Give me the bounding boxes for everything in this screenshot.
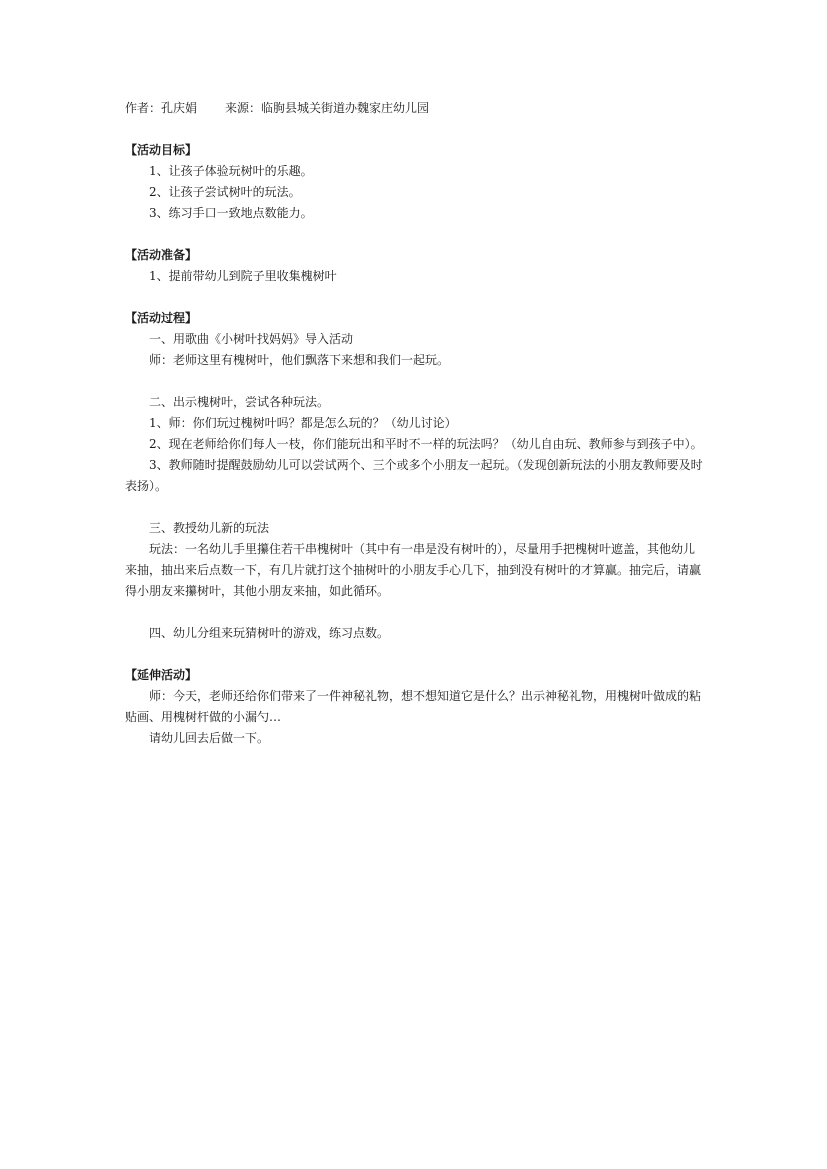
byline bbox=[125, 98, 705, 119]
section-heading-preparation: 【活动准备】 bbox=[125, 248, 198, 262]
process-part2-item: 2、现在老师给你们每人一枝，你们能玩出和平时不一样的玩法吗？（幼儿自由玩、教师参与到孩子中）。 bbox=[149, 437, 703, 451]
author: 作者：孔庆娟 bbox=[125, 101, 198, 115]
extension-closing: 请幼儿回去后做一下。 bbox=[149, 731, 270, 745]
document-body bbox=[125, 98, 705, 749]
preparation-item: 1、提前带幼儿到院子里收集槐树叶 bbox=[149, 269, 337, 283]
source: 来源：临朐县城关街道办魏家庄幼儿园 bbox=[225, 101, 430, 115]
process-part2-item: 1、师：你们玩过槐树叶吗？都是怎么玩的？（幼儿讨论） bbox=[149, 416, 457, 430]
extension-text: 师：今天，老师还给你们带来了一件神秘礼物，想不想知道它是什么？出示神秘礼物，用槐树叶做成的粘贴画、用槐树杆做的小漏勺… bbox=[125, 689, 702, 724]
process-part3-text: 玩法：一名幼儿手里攥住若干串槐树叶（其中有一串是没有树叶的），尽量用手把槐树叶遮盖，其他幼儿来抽，抽出来后点数一下，有几片就打这个抽树叶的小朋友手心几下，抽到没有树叶的才算赢。抽完后，请赢得小朋友来攥树叶，其他小朋友来抽，如此循环。 bbox=[125, 542, 702, 598]
goal-item: 3、练习手口一致地点数能力。 bbox=[149, 206, 313, 220]
section-heading-process: 【活动过程】 bbox=[125, 311, 198, 325]
section-heading-extension: 【延伸活动】 bbox=[125, 668, 198, 682]
process-part4-title: 四、幼儿分组来玩猜树叶的游戏，练习点数。 bbox=[149, 626, 390, 640]
goal-item: 2、让孩子尝试树叶的玩法。 bbox=[149, 185, 301, 199]
process-part1-title: 一、用歌曲《小树叶找妈妈》导入活动 bbox=[149, 332, 354, 346]
process-part1-text: 师：老师这里有槐树叶，他们飘落下来想和我们一起玩。 bbox=[149, 353, 450, 367]
process-part3-title: 三、教授幼儿新的玩法 bbox=[149, 521, 270, 535]
goal-item: 1、让孩子体验玩树叶的乐趣。 bbox=[149, 164, 313, 178]
process-part2-title: 二、出示槐树叶，尝试各种玩法。 bbox=[149, 395, 330, 409]
process-part2-item: 3、教师随时提醒鼓励幼儿可以尝试两个、三个或多个小朋友一起玩。（发现创新玩法的小朋友教师要及时表扬）。 bbox=[125, 458, 703, 493]
section-heading-goals: 【活动目标】 bbox=[125, 143, 198, 157]
